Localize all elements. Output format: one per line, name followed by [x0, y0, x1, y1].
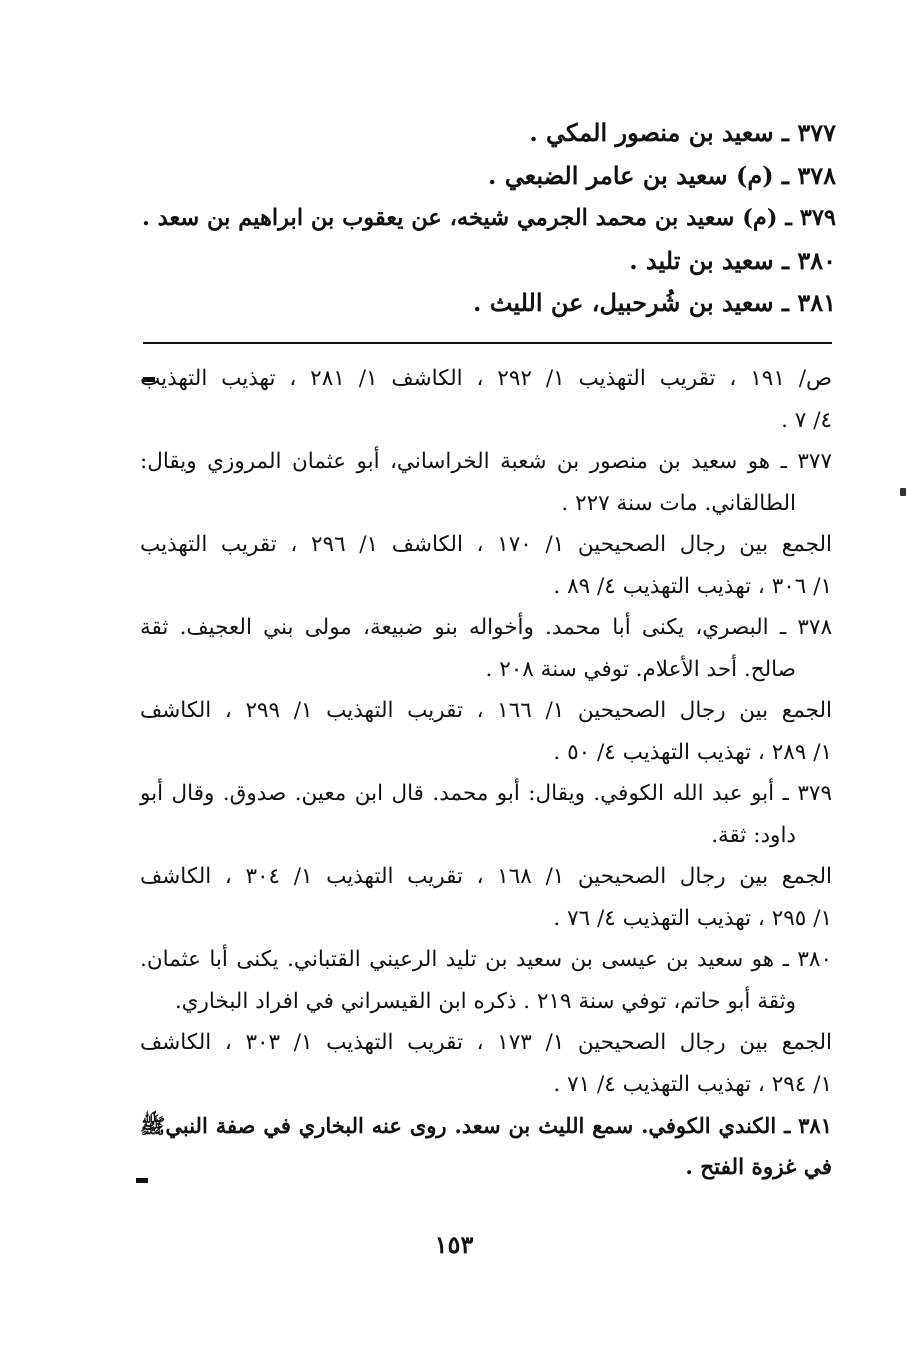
note-prev-line-2: ٤/ ٧ . — [781, 407, 832, 433]
note-379-ref-1: الجمع بين رجال الصحيحين ١/ ١٦٨ ، تقريب التهذيب ١/ ٣٠٤ ، الكاشف — [140, 864, 833, 889]
page-number: ١٥٣ — [434, 1230, 474, 1259]
entry-378: ٣٧٨ ـ (م) سعيد بن عامر الضبعي . — [488, 160, 836, 190]
note-378-line-1: ٣٧٨ ـ البصري، يكنى أبا محمد. وأخواله بنو ضبيعة، مولى بني العجيف. ثقة — [140, 615, 832, 640]
note-379-ref-2: ١/ ٢٩٥ ، تهذيب التهذيب ٤/ ٧٦ . — [553, 905, 832, 931]
entry-381: ٣٨١ ـ سعيد بن شُرحبيل، عن الليث . — [473, 288, 836, 317]
entry-379: ٣٧٩ ـ (م) سعيد بن محمد الجرمي شيخه، عن يعقوب بن ابراهيم بن سعد . — [142, 205, 836, 231]
note-377-line-2: الطالقاني. مات سنة ٢٢٧ . — [561, 490, 796, 516]
note-381-line-1: ٣٨١ ـ الكندي الكوفي. سمع الليث بن سعد. روى عنه البخاري في صفة النبيﷺ — [140, 1113, 832, 1138]
note-380-ref-1: الجمع بين رجال الصحيحين ١/ ١٧٣ ، تقريب التهذيب ١/ ٣٠٣ ، الكاشف — [140, 1030, 833, 1055]
note-379-line-1: ٣٧٩ ـ أبو عبد الله الكوفي. ويقال: أبو محمد. قال ابن معين. صدوق. وقال أبو — [140, 781, 832, 806]
note-381-line-2: في غزوة الفتح . — [685, 1154, 832, 1180]
note-378-ref-2: ١/ ٢٨٩ ، تهذيب التهذيب ٤/ ٥٠ . — [553, 739, 832, 765]
footnotes — [140, 358, 832, 1188]
note-377-ref-2: ١/ ٣٠٦ ، تهذيب التهذيب ٤/ ٨٩ . — [553, 573, 832, 599]
note-prev-line-1: ص/ ١٩١ ، تقريب التهذيب ١/ ٢٩٢ ، الكاشف ١/ ٢٨١ ، تهذيب التهذيب — [140, 366, 832, 391]
entry-380: ٣٨٠ ـ سعيد بن تليد . — [629, 245, 836, 275]
footnote-divider — [143, 342, 832, 344]
note-379-line-2: داود: ثقة. — [711, 822, 796, 848]
note-380-line-2: وثقة أبو حاتم، توفي سنة ٢١٩ . ذكره ابن القيسراني في افراد البخاري. — [174, 988, 796, 1014]
note-380-line-1: ٣٨٠ ـ هو سعيد بن عيسى بن سعيد بن تليد الرعيني القتباني. يكنى أبا عثمان. — [140, 947, 832, 972]
end-dash — [136, 1178, 148, 1183]
note-378-ref-1: الجمع بين رجال الصحيحين ١/ ١٦٦ ، تقريب التهذيب ١/ ٢٩٩ ، الكاشف — [140, 698, 833, 723]
note-380-ref-2: ١/ ٢٩٤ ، تهذيب التهذيب ٤/ ٧١ . — [553, 1071, 832, 1097]
note-377-ref-1: الجمع بين رجال الصحيحين ١/ ١٧٠ ، الكاشف ١/ ٢٩٦ ، تقريب التهذيب — [140, 532, 833, 557]
entry-377: ٣٧٧ ـ سعيد بن منصور المكي . — [529, 118, 836, 147]
note-377-line-1: ٣٧٧ ـ هو سعيد بن منصور بن شعبة الخراساني، أبو عثمان المروزي ويقال: — [140, 449, 832, 474]
entry-list — [130, 112, 836, 325]
note-378-line-2: صالح. أحد الأعلام. توفي سنة ٢٠٨ . — [485, 656, 796, 682]
margin-mark — [900, 488, 906, 496]
